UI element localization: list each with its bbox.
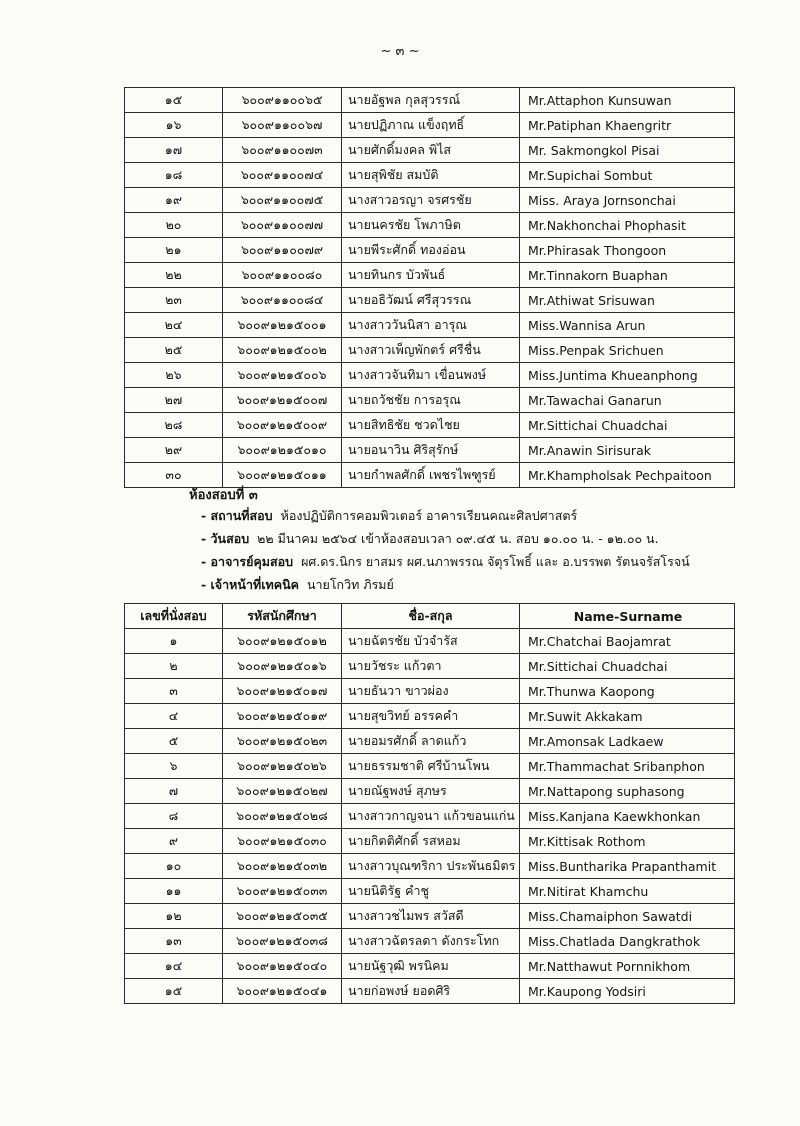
thai-name-cell: นางสาวจันทิมา เขื่อนพงษ์	[342, 363, 520, 388]
student-id-cell: ๖๐๐๙๑๒๑๕๐๒๓	[223, 729, 342, 754]
thai-name-cell: นายถวัชชัย การอรุณ	[342, 388, 520, 413]
table-row	[125, 338, 735, 363]
student-id-cell: ๖๐๐๙๑๑๐๐๗๕	[223, 188, 342, 213]
student-id-cell: ๖๐๐๙๑๒๑๕๐๒๗	[223, 779, 342, 804]
table-row	[125, 654, 735, 679]
english-name-cell: Mr.Attaphon Kunsuwan	[520, 88, 735, 113]
student-id-cell: ๖๐๐๙๑๒๑๕๐๐๑	[223, 313, 342, 338]
thai-name-cell: นายธันวา ขาวผ่อง	[342, 679, 520, 704]
seat-number-cell: ๑๕	[125, 88, 223, 113]
table-row	[125, 438, 735, 463]
thai-name-cell: นางสาวบุณฑริกา ประพันธมิตร	[342, 854, 520, 879]
student-id-cell: ๖๐๐๙๑๒๑๕๐๓๓	[223, 879, 342, 904]
seat-number-cell: ๒๐	[125, 213, 223, 238]
seat-number-cell: ๑	[125, 629, 223, 654]
exam-proctor-value: ผศ.ดร.นิกร ยาสมร ผศ.นภาพรรณ จัตุรโพธิ์ และ อ.บรรพต รัตนจรัสโรจน์	[301, 554, 690, 569]
exam-location-label: - สถานที่สอบ	[201, 508, 273, 523]
student-table-room-3	[124, 603, 735, 1004]
table-row	[125, 979, 735, 1004]
english-name-cell: Mr.Suwit Akkakam	[520, 704, 735, 729]
english-name-cell: Mr.Tawachai Ganarun	[520, 388, 735, 413]
student-id-cell: ๖๐๐๙๑๑๐๐๗๔	[223, 163, 342, 188]
thai-name-cell: นางสาวชไมพร สวัสดี	[342, 904, 520, 929]
table-row	[125, 88, 735, 113]
student-id-cell: ๖๐๐๙๑๒๑๕๐๐๗	[223, 388, 342, 413]
student-id-cell: ๖๐๐๙๑๑๐๐๗๗	[223, 213, 342, 238]
english-name-cell: Miss. Araya Jornsonchai	[520, 188, 735, 213]
table-row	[125, 263, 735, 288]
header-seat-number: เลขที่นั่งสอบ	[125, 604, 223, 629]
english-name-cell: Mr.Phirasak Thongoon	[520, 238, 735, 263]
header-english-name: Name-Surname	[520, 604, 735, 629]
seat-number-cell: ๒๓	[125, 288, 223, 313]
thai-name-cell: นายณัฐพงษ์ สุภษร	[342, 779, 520, 804]
seat-number-cell: ๑๙	[125, 188, 223, 213]
english-name-cell: Mr.Chatchai Baojamrat	[520, 629, 735, 654]
table-row	[125, 929, 735, 954]
thai-name-cell: นายทินกร บัวพันธ์	[342, 263, 520, 288]
exam-location-row	[201, 504, 690, 527]
student-id-cell: ๖๐๐๙๑๒๑๕๐๑๗	[223, 679, 342, 704]
seat-number-cell: ๑๓	[125, 929, 223, 954]
exam-tech-value: นายโกวิท ภิรมย์	[306, 577, 394, 592]
thai-name-cell: นางสาวเพ็ญพักตร์ ศรีชื่น	[342, 338, 520, 363]
english-name-cell: Mr.Khampholsak Pechpaitoon	[520, 463, 735, 488]
seat-number-cell: ๕	[125, 729, 223, 754]
table-row	[125, 288, 735, 313]
thai-name-cell: นายศักดิ์มงคล พิไส	[342, 138, 520, 163]
table-row	[125, 879, 735, 904]
english-name-cell: Miss.Buntharika Prapanthamit	[520, 854, 735, 879]
english-name-cell: Miss.Chamaiphon Sawatdi	[520, 904, 735, 929]
header-thai-name: ชื่อ-สกุล	[342, 604, 520, 629]
exam-date-label: - วันสอบ	[201, 531, 250, 546]
student-id-cell: ๖๐๐๙๑๒๑๕๐๓๕	[223, 904, 342, 929]
student-table-room-3-body	[125, 629, 735, 1004]
seat-number-cell: ๓๐	[125, 463, 223, 488]
thai-name-cell: นางสาวอรญา จรศรชัย	[342, 188, 520, 213]
student-id-cell: ๖๐๐๙๑๑๐๐๘๐	[223, 263, 342, 288]
header-student-id: รหัสนักศึกษา	[223, 604, 342, 629]
seat-number-cell: ๑๐	[125, 854, 223, 879]
seat-number-cell: ๙	[125, 829, 223, 854]
student-id-cell: ๖๐๐๙๑๒๑๕๐๔๐	[223, 954, 342, 979]
student-table-continued	[124, 87, 735, 488]
seat-number-cell: ๒๗	[125, 388, 223, 413]
english-name-cell: Miss.Juntima Khueanphong	[520, 363, 735, 388]
student-id-cell: ๖๐๐๙๑๑๐๐๗๓	[223, 138, 342, 163]
seat-number-cell: ๒๖	[125, 363, 223, 388]
seat-number-cell: ๑๗	[125, 138, 223, 163]
student-id-cell: ๖๐๐๙๑๒๑๕๐๓๒	[223, 854, 342, 879]
table-row	[125, 804, 735, 829]
thai-name-cell: นายสุพิชัย สมบัติ	[342, 163, 520, 188]
seat-number-cell: ๗	[125, 779, 223, 804]
student-id-cell: ๖๐๐๙๑๑๐๐๖๕	[223, 88, 342, 113]
seat-number-cell: ๑๔	[125, 954, 223, 979]
english-name-cell: Miss.Penpak Srichuen	[520, 338, 735, 363]
table-row	[125, 704, 735, 729]
table-row	[125, 238, 735, 263]
exam-room-title: ห้องสอบที่ ๓	[189, 488, 258, 503]
english-name-cell: Mr.Tinnakorn Buaphan	[520, 263, 735, 288]
table-row	[125, 904, 735, 929]
student-id-cell: ๖๐๐๙๑๒๑๕๐๔๑	[223, 979, 342, 1004]
english-name-cell: Mr.Nitirat Khamchu	[520, 879, 735, 904]
student-id-cell: ๖๐๐๙๑๒๑๕๐๓๘	[223, 929, 342, 954]
exam-room-info	[201, 504, 690, 596]
page-number: ~ ๓ ~	[380, 44, 420, 59]
student-id-cell: ๖๐๐๙๑๒๑๕๐๒๖	[223, 754, 342, 779]
table-row	[125, 754, 735, 779]
table-row	[125, 679, 735, 704]
english-name-cell: Mr.Anawin Sirisurak	[520, 438, 735, 463]
table-row	[125, 779, 735, 804]
exam-location-value: ห้องปฏิบัติการคอมพิวเตอร์ อาคารเรียนคณะศิลปศาสตร์	[280, 508, 578, 523]
seat-number-cell: ๒๘	[125, 413, 223, 438]
student-id-cell: ๖๐๐๙๑๒๑๕๐๑๒	[223, 629, 342, 654]
seat-number-cell: ๒๕	[125, 338, 223, 363]
table-row	[125, 388, 735, 413]
english-name-cell: Mr.Natthawut Pornnikhom	[520, 954, 735, 979]
thai-name-cell: นางสาววันนิสา อารุณ	[342, 313, 520, 338]
student-id-cell: ๖๐๐๙๑๑๐๐๘๔	[223, 288, 342, 313]
seat-number-cell: ๑๑	[125, 879, 223, 904]
thai-name-cell: นายปฏิภาณ แข็งฤทธิ์	[342, 113, 520, 138]
thai-name-cell: นายฉัตรชัย บัวจำรัส	[342, 629, 520, 654]
thai-name-cell: นายนัฐวุฒิ พรนิคม	[342, 954, 520, 979]
seat-number-cell: ๒๒	[125, 263, 223, 288]
seat-number-cell: ๑๘	[125, 163, 223, 188]
thai-name-cell: นายนิติรัฐ คำชู	[342, 879, 520, 904]
thai-name-cell: นายอนาวิน ศิริสุรักษ์	[342, 438, 520, 463]
english-name-cell: Mr.Supichai Sombut	[520, 163, 735, 188]
exam-proctor-label: - อาจารย์คุมสอบ	[201, 554, 294, 569]
student-id-cell: ๖๐๐๙๑๒๑๕๐๐๙	[223, 413, 342, 438]
student-id-cell: ๖๐๐๙๑๒๑๕๐๐๖	[223, 363, 342, 388]
exam-proctor-row	[201, 550, 690, 573]
student-id-cell: ๖๐๐๙๑๑๐๐๖๗	[223, 113, 342, 138]
seat-number-cell: ๒๔	[125, 313, 223, 338]
thai-name-cell: นายอธิวัฒน์ ศรีสุวรรณ	[342, 288, 520, 313]
table-row	[125, 138, 735, 163]
exam-tech-label: - เจ้าหน้าที่เทคนิค	[201, 577, 299, 592]
student-id-cell: ๖๐๐๙๑๑๐๐๗๙	[223, 238, 342, 263]
table-row	[125, 188, 735, 213]
table-row	[125, 113, 735, 138]
student-id-cell: ๖๐๐๙๑๒๑๕๐๐๒	[223, 338, 342, 363]
exam-date-value: ๒๒ มีนาคม ๒๕๖๔ เข้าห้องสอบเวลา ๐๙.๔๕ น. สอบ ๑๐.๐๐ น. - ๑๒.๐๐ น.	[257, 531, 659, 546]
seat-number-cell: ๒๙	[125, 438, 223, 463]
english-name-cell: Mr.Thammachat Sribanphon	[520, 754, 735, 779]
english-name-cell: Mr.Patiphan Khaengritr	[520, 113, 735, 138]
thai-name-cell: นายธรรมชาติ ศรีบ้านโพน	[342, 754, 520, 779]
english-name-cell: Mr.Nattapong suphasong	[520, 779, 735, 804]
seat-number-cell: ๘	[125, 804, 223, 829]
student-id-cell: ๖๐๐๙๑๒๑๕๐๑๖	[223, 654, 342, 679]
english-name-cell: Miss.Wannisa Arun	[520, 313, 735, 338]
table-row	[125, 163, 735, 188]
thai-name-cell: นายกำพลศักดิ์ เพชรไพฑูรย์	[342, 463, 520, 488]
thai-name-cell: นางสาวฉัตรลดา ดังกระโทก	[342, 929, 520, 954]
student-id-cell: ๖๐๐๙๑๒๑๕๐๑๐	[223, 438, 342, 463]
english-name-cell: Mr.Sittichai Chuadchai	[520, 413, 735, 438]
thai-name-cell: นายกิตติศักดิ์ รสหอม	[342, 829, 520, 854]
thai-name-cell: นางสาวกาญจนา แก้วขอนแก่น	[342, 804, 520, 829]
english-name-cell: Mr.Thunwa Kaopong	[520, 679, 735, 704]
table-header-row	[125, 604, 735, 629]
thai-name-cell: นายสิทธิชัย ชวดไชย	[342, 413, 520, 438]
table-row	[125, 854, 735, 879]
seat-number-cell: ๔	[125, 704, 223, 729]
thai-name-cell: นายวัชระ แก้วตา	[342, 654, 520, 679]
english-name-cell: Miss.Chatlada Dangkrathok	[520, 929, 735, 954]
english-name-cell: Mr.Nakhonchai Phophasit	[520, 213, 735, 238]
thai-name-cell: นายอัฐพล กุลสุวรรณ์	[342, 88, 520, 113]
exam-tech-row	[201, 573, 690, 596]
student-id-cell: ๖๐๐๙๑๒๑๕๐๓๐	[223, 829, 342, 854]
english-name-cell: Mr.Kaupong Yodsiri	[520, 979, 735, 1004]
seat-number-cell: ๒	[125, 654, 223, 679]
table-row	[125, 729, 735, 754]
seat-number-cell: ๑๖	[125, 113, 223, 138]
english-name-cell: Miss.Kanjana Kaewkhonkan	[520, 804, 735, 829]
student-id-cell: ๖๐๐๙๑๒๑๕๐๑๙	[223, 704, 342, 729]
english-name-cell: Mr.Kittisak Rothom	[520, 829, 735, 854]
english-name-cell: Mr.Sittichai Chuadchai	[520, 654, 735, 679]
seat-number-cell: ๖	[125, 754, 223, 779]
thai-name-cell: นายสุขวิทย์ อรรคคำ	[342, 704, 520, 729]
thai-name-cell: นายอมรศักดิ์ ลาดแก้ว	[342, 729, 520, 754]
english-name-cell: Mr.Amonsak Ladkaew	[520, 729, 735, 754]
seat-number-cell: ๑๕	[125, 979, 223, 1004]
english-name-cell: Mr. Sakmongkol Pisai	[520, 138, 735, 163]
table-row	[125, 213, 735, 238]
table-row	[125, 829, 735, 854]
thai-name-cell: นายนครชัย โพภาษิต	[342, 213, 520, 238]
seat-number-cell: ๓	[125, 679, 223, 704]
student-table-continued-body	[125, 88, 735, 488]
english-name-cell: Mr.Athiwat Srisuwan	[520, 288, 735, 313]
student-id-cell: ๖๐๐๙๑๒๑๕๐๑๑	[223, 463, 342, 488]
seat-number-cell: ๒๑	[125, 238, 223, 263]
table-row	[125, 363, 735, 388]
exam-date-row	[201, 527, 690, 550]
seat-number-cell: ๑๒	[125, 904, 223, 929]
table-row	[125, 313, 735, 338]
thai-name-cell: นายก่อพงษ์ ยอดศิริ	[342, 979, 520, 1004]
thai-name-cell: นายพีระศักดิ์ ทองอ่อน	[342, 238, 520, 263]
table-row	[125, 954, 735, 979]
table-row	[125, 629, 735, 654]
table-row	[125, 413, 735, 438]
student-id-cell: ๖๐๐๙๑๒๑๕๐๒๘	[223, 804, 342, 829]
